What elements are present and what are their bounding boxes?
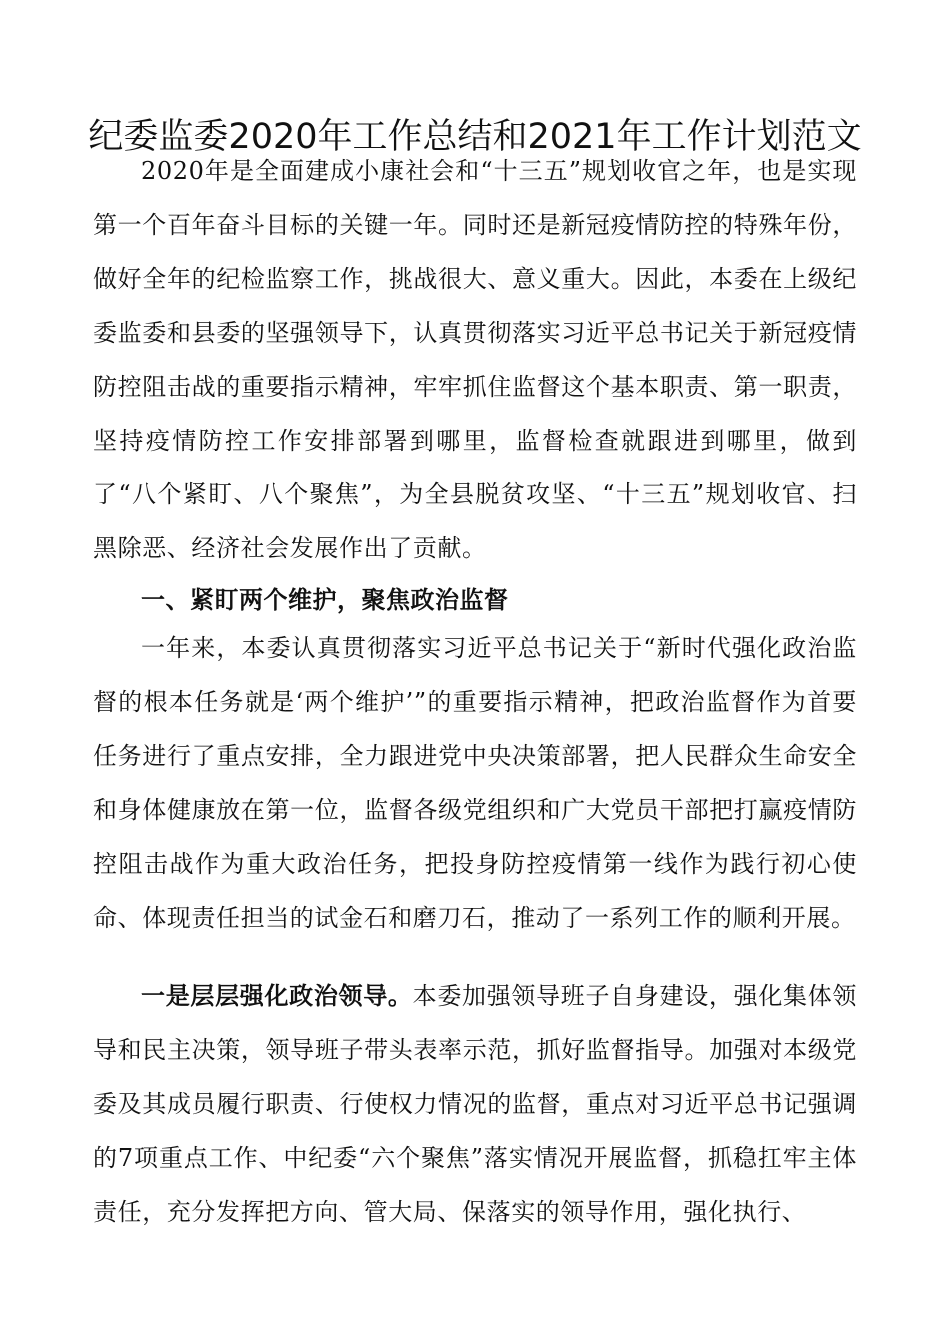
point-text: 本委加强领导班子自身建设，强化集体领导和民主决策，领导班子带头表率示范，抓好监督指导。加强对本级党委及其成员履行职责、行使权力情况的监督，重点对习近平总书记强调的7项重点工作、中纪委“六个聚焦”落实情况开展监督，抓稳扛牢主体责任，充分发挥把方向、管大局、保落实的领导作用，强化执行、 (93, 982, 857, 1226)
document-title: 纪委监委2020年工作总结和2021年工作计划范文 (88, 117, 862, 157)
section-paragraph: 一年来，本委认真贯彻落实习近平总书记关于“新时代强化政治监督的根本任务就是‘两个维护’”的重要指示精神，把政治监督作为首要任务进行了重点安排，全力跟进党中央决策部署，把人民群众生命安全和身体健康放在第一位，监督各级党组织和广大党员干部把打赢疫情防控阻击战作为重大政治任务，把投身防控疫情第一线作为践行初心使命、体现责任担当的试金石和磨刀石，推动了一系列工作的顺利开展。 (93, 634, 857, 932)
section-heading: 一、紧盯两个维护，聚焦政治监督 (141, 586, 509, 614)
point-lead: 一是层层强化政治领导。 (141, 982, 413, 1010)
intro-paragraph: 2020年是全面建成小康社会和“十三五”规划收官之年，也是实现第一个百年奋斗目标的关键一年。同时还是新冠疫情防控的特殊年份，做好全年的纪检监察工作，挑战很大、意义重大。因此，本委在上级纪委监委和县委的坚强领导下，认真贯彻落实习近平总书记关于新冠疫情防控阻击战的重要指示精神，牢牢抓住监督这个基本职责、第一职责，坚持疫情防控工作安排部署到哪里，监督检查就跟进到哪里，做到了“八个紧盯、八个聚焦”，为全县脱贫攻坚、“十三五”规划收官、扫黑除恶、经济社会发展作出了贡献。 (93, 157, 857, 563)
point-paragraph (93, 970, 857, 1240)
